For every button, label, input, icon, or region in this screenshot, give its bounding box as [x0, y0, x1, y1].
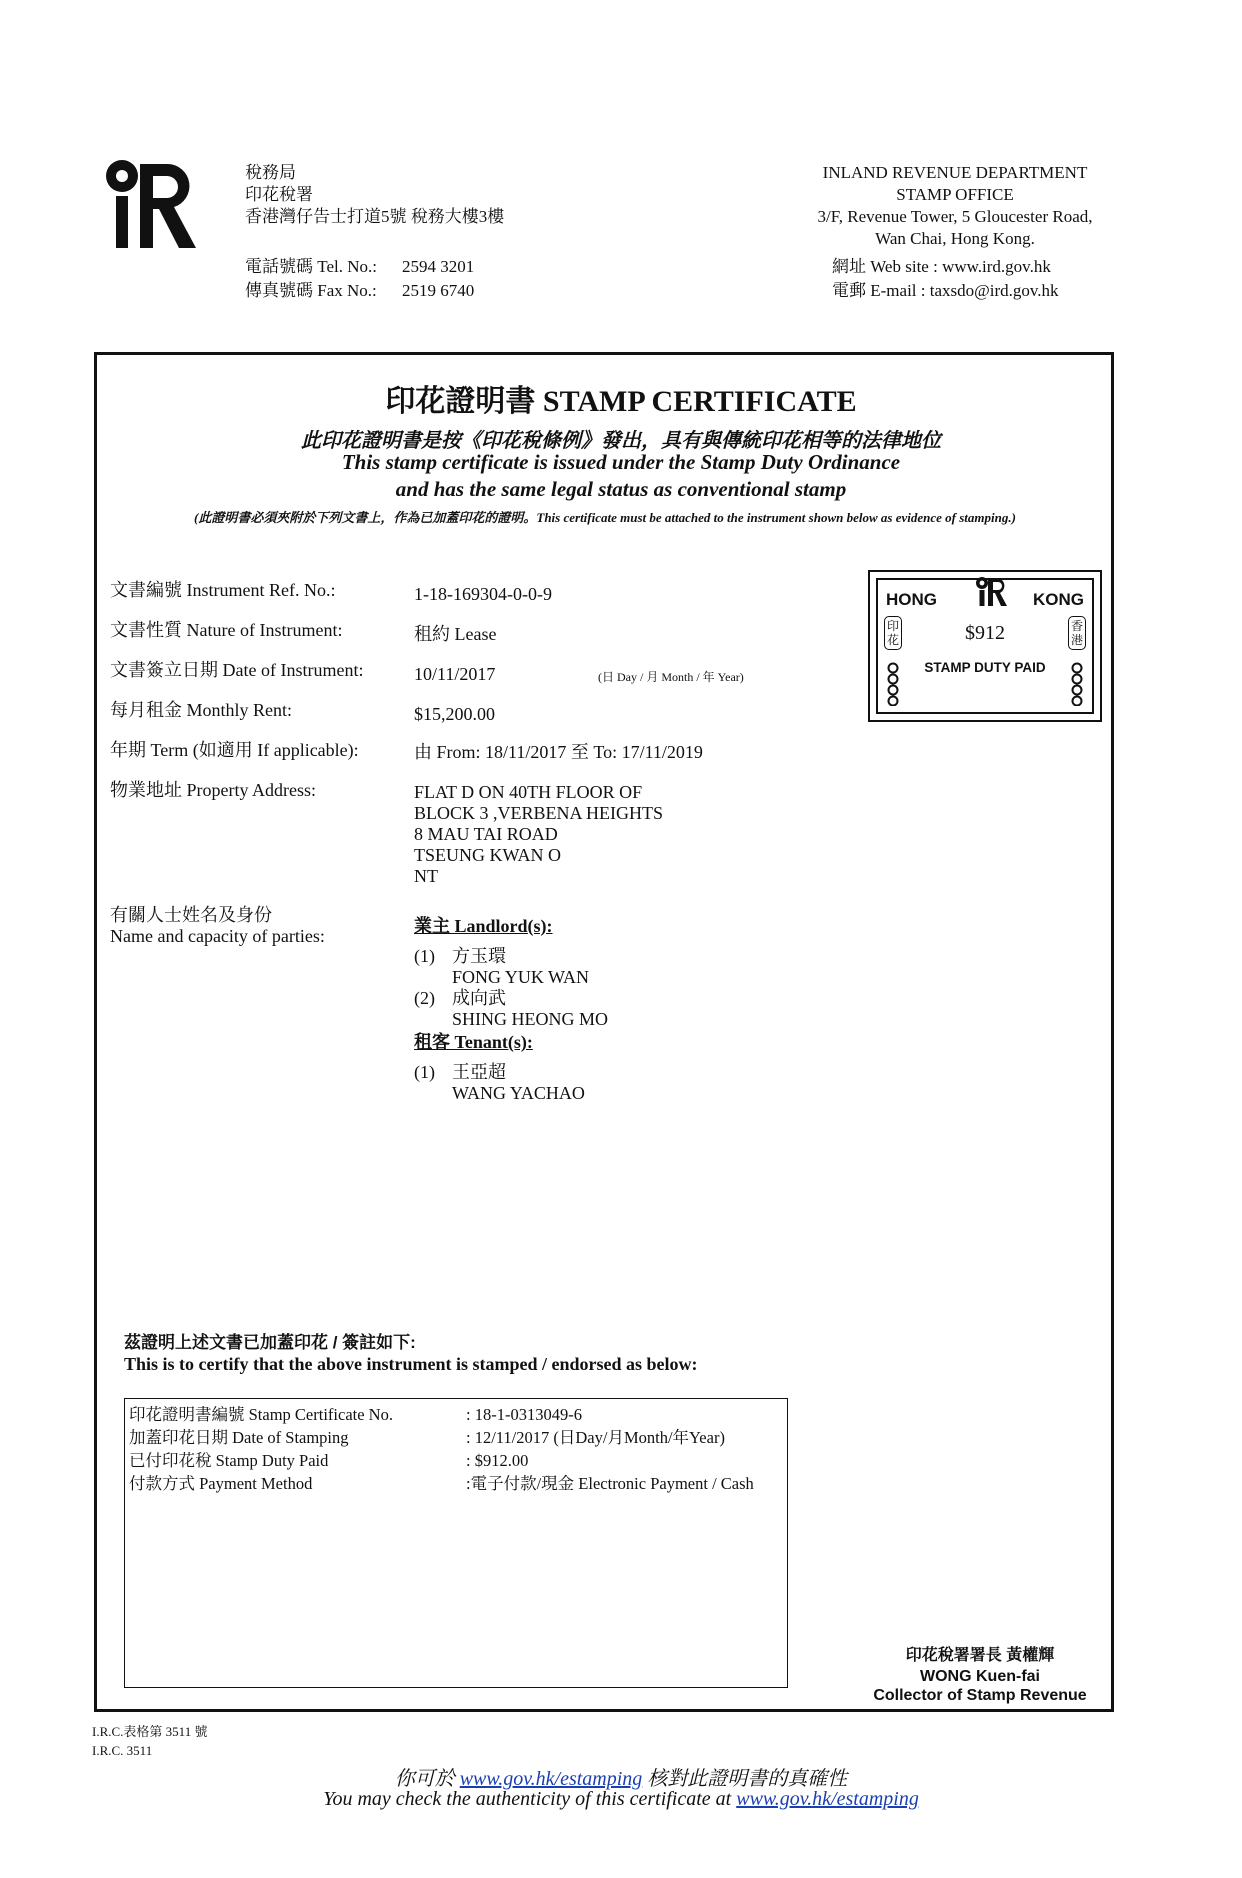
header-left	[245, 162, 504, 228]
subtitle-en-2: and has the same legal status as conventional stamp	[395, 477, 847, 501]
fax-value: 2519 6740	[402, 281, 475, 300]
address-line: 8 MAU TAI ROAD	[414, 824, 558, 844]
term-label: 年期 Term (如適用 If applicable):	[110, 740, 359, 760]
property-address	[414, 782, 663, 887]
duty-paid-label: 已付印花稅 Stamp Duty Paid	[129, 1451, 329, 1470]
stamp-amount: $912	[965, 622, 1005, 644]
landlord-1-en: FONG YUK WAN	[452, 967, 590, 987]
stamp-kong: KONG	[1033, 590, 1084, 609]
dept-zh: 稅務局	[245, 163, 296, 182]
ref-label: 文書編號 Instrument Ref. No.:	[110, 580, 336, 600]
address-label: 物業地址 Property Address:	[110, 780, 316, 800]
ird-logo	[100, 158, 200, 253]
tel-value: 2594 3201	[402, 257, 475, 276]
office-en: STAMP OFFICE	[896, 185, 1014, 204]
rent-label: 每月租金 Monthly Rent:	[110, 700, 293, 720]
stamp-ir-logo-icon	[974, 576, 1008, 608]
payment-method-value: :電子付款/現金 Electronic Payment / Cash	[466, 1474, 754, 1493]
term-value: 由 From: 18/11/2017 至 To: 17/11/2019	[414, 742, 703, 762]
stamp-left-seal: 印花	[884, 616, 902, 650]
landlord-2-num: (2)	[414, 988, 435, 1008]
rent-value: $15,200.00	[414, 704, 495, 724]
cert-no-value: : 18-1-0313049-6	[466, 1405, 582, 1424]
verify-zh-pre: 你可於	[394, 1768, 460, 1790]
email-value[interactable]: taxsdo@ird.gov.hk	[929, 281, 1059, 300]
address-en-2: Wan Chai, Hong Kong.	[875, 229, 1035, 248]
verify-zh	[0, 1762, 1242, 1791]
certify-en: This is to certify that the above instrument is stamped / endorsed as below:	[124, 1354, 698, 1374]
header-right	[780, 162, 1130, 250]
form-zh: I.R.C.表格第 3511 號	[92, 1724, 208, 1739]
tenant-1	[452, 1062, 585, 1104]
address-line: TSEUNG KWAN O	[414, 845, 561, 865]
stamp-paid-text: STAMP DUTY PAID	[924, 660, 1046, 675]
date-format: (日 Day / 月 Month / 年 Year)	[598, 670, 744, 684]
signature-title-en: Collector of Stamp Revenue	[873, 1687, 1087, 1704]
stamp-hong: HONG	[886, 590, 937, 609]
stamp-left-ornament-icon	[886, 662, 900, 706]
address-line: NT	[414, 866, 438, 886]
verify-en-pre: You may check the authenticity of this certificate at	[323, 1788, 737, 1810]
stamping-date-value: : 12/11/2017 (日Day/月Month/年Year)	[466, 1428, 725, 1447]
tel-label: 電話號碼 Tel. No.:	[245, 257, 377, 276]
stamp-right-seal: 香港	[1068, 616, 1086, 650]
duty-paid-value: : $912.00	[466, 1451, 529, 1470]
web-value[interactable]: www.ird.gov.hk	[942, 257, 1051, 276]
tenant-1-en: WANG YACHAO	[452, 1083, 585, 1103]
landlord-2	[452, 988, 608, 1030]
subtitle-zh: 此印花證明書是按《印花稅條例》發出，具有與傳統印花相等的法律地位	[301, 430, 941, 452]
cert-labels	[129, 1403, 393, 1495]
page-title: 印花證明書 STAMP CERTIFICATE	[385, 385, 857, 418]
tenant-1-num: (1)	[414, 1062, 435, 1082]
tel-row	[245, 256, 377, 278]
tenant-heading: 租客 Tenant(s):	[414, 1032, 533, 1052]
date-value: 10/11/2017	[414, 664, 496, 684]
verify-link-en[interactable]: www.gov.hk/estamping	[736, 1788, 919, 1810]
date-label: 文書簽立日期 Date of Instrument:	[110, 660, 364, 680]
cert-no-label: 印花證明書編號 Stamp Certificate No.	[129, 1405, 393, 1424]
payment-method-label: 付款方式 Payment Method	[129, 1474, 313, 1493]
address-line: FLAT D ON 40TH FLOOR OF	[414, 782, 643, 802]
nature-label: 文書性質 Nature of Instrument:	[110, 620, 343, 640]
stamp-duty-mark	[868, 570, 1102, 722]
office-zh: 印花稅署	[245, 185, 313, 204]
attach-note: (此證明書必須夾附於下列文書上，作為已加蓋印花的證明。This certificate must be attached to the instrument shown below as evidence of stamping.)	[194, 510, 1016, 525]
parties-label-zh: 有關人士姓名及身份	[110, 905, 272, 925]
subtitle-en-1: This stamp certificate is issued under the Stamp Duty Ordinance	[341, 450, 901, 474]
verify-zh-post: 核對此證明書的真確性	[642, 1768, 848, 1790]
dept-en: INLAND REVENUE DEPARTMENT	[822, 163, 1088, 182]
email-label: 電郵 E-mail :	[832, 281, 926, 300]
landlord-2-en: SHING HEONG MO	[452, 1009, 608, 1029]
address-line: BLOCK 3 ,VERBENA HEIGHTS	[414, 803, 664, 823]
signature-title-zh: 印花稅署署長 黃權輝	[905, 1647, 1055, 1664]
parties-label-en: Name and capacity of parties:	[110, 926, 325, 946]
landlord-1	[452, 946, 589, 988]
cert-values	[466, 1403, 754, 1495]
certify-zh: 茲證明上述文書已加蓋印花 / 簽註如下:	[124, 1333, 416, 1352]
email-row	[832, 280, 1059, 302]
verify-en	[0, 1788, 1242, 1811]
web-row	[832, 256, 1051, 278]
stamping-date-label: 加蓋印花日期 Date of Stamping	[129, 1428, 349, 1447]
web-label: 網址 Web site :	[832, 257, 938, 276]
signature-name-en: WONG Kuen-fai	[920, 1668, 1040, 1685]
landlord-2-zh: 成向武	[452, 988, 506, 1008]
landlord-1-zh: 方玉環	[452, 946, 506, 966]
form-en: I.R.C. 3511	[92, 1743, 153, 1758]
nature-value: 租約 Lease	[414, 624, 497, 644]
tenant-1-zh: 王亞超	[452, 1062, 506, 1082]
form-number	[92, 1722, 207, 1760]
address-zh: 香港灣仔告士打道5號 稅務大樓3樓	[245, 207, 505, 226]
fax-label: 傳真號碼 Fax No.:	[245, 281, 377, 300]
verify-link-zh[interactable]: www.gov.hk/estamping	[459, 1768, 643, 1790]
address-en-1: 3/F, Revenue Tower, 5 Gloucester Road,	[817, 207, 1093, 226]
stamp-right-ornament-icon	[1070, 662, 1084, 706]
landlord-heading: 業主 Landlord(s):	[414, 916, 553, 936]
ref-value: 1-18-169304-0-0-9	[414, 584, 552, 604]
parties-label	[110, 905, 325, 947]
landlord-1-num: (1)	[414, 946, 435, 966]
